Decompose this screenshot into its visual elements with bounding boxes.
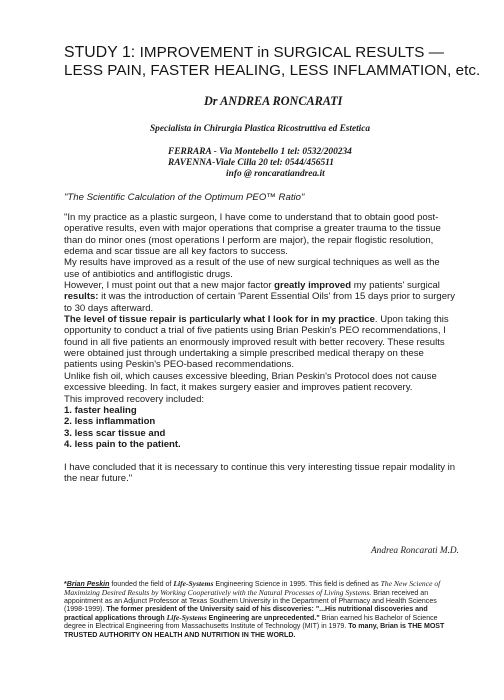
- body-paragraph-4: [64, 314, 456, 371]
- footnote-name: Brian Peskin: [66, 581, 110, 588]
- list-item: 3. less scar tissue and: [64, 427, 166, 439]
- list-item: 4. less pain to the patient.: [64, 438, 181, 450]
- footnote: [64, 580, 456, 640]
- body-paragraph-1: "In my practice as a plastic surgeon, I have come to understand that to obtain good post-operative results, even with major operations that comprise a greater trauma to the tissue than do minor ones (most operations I perform are major), the repair flogistic resolution, edema and scar tissue are all key factors to success.: [64, 212, 441, 258]
- title-line-1: [64, 44, 484, 62]
- footnote-life-systems: Life-Systems: [173, 579, 214, 588]
- footnote-closing-claim: To many, Brian is THE MOST TRUSTED AUTHORITY ON HEALTH AND NUTRITION IN THE WORLD.: [64, 623, 445, 639]
- footnote-text-1: founded the field of: [109, 581, 174, 588]
- footnote-text-2: Engineering Science in 1995. This field is defined as: [213, 581, 381, 588]
- body-paragraph-2: My results have improved as a result of the use of new surgical techniques as well as the use of antibiotics and antiflogistic drugs.: [64, 257, 440, 280]
- footnote-quote-life-systems: Life-Systems: [166, 613, 207, 623]
- paragraph-spacer: [64, 450, 456, 461]
- body-paragraph-3: [64, 280, 456, 314]
- page-title: [64, 44, 484, 80]
- p3-bold-results: results:: [64, 291, 99, 303]
- p3-bold-greatly-improved: greatly improved: [274, 280, 352, 292]
- list-item: 1. faster healing: [64, 404, 137, 416]
- title-line-2: LESS PAIN, FASTER HEALING, LESS INFLAMMATION, etc.: [64, 62, 481, 79]
- body-paragraph-6: This improved recovery included:: [64, 393, 205, 405]
- title-line-1-text: IMPROVEMENT in SURGICAL RESULTS —: [139, 44, 444, 61]
- list-item: 2. less inflammation: [64, 416, 156, 428]
- contact-ferrara: FERRARA - Via Montebello 1 tel: 0532/200234: [168, 147, 352, 157]
- signature: Andrea Roncarati M.D.: [371, 546, 459, 556]
- body-paragraph-5: Unlike fish oil, which causes excessive bleeding, Brian Peskin's Protocol does not cause excessive bleeding. In fact, it makes surgery easier and improves patient recovery.: [64, 370, 437, 394]
- p3-text-c: my patients' surgical: [351, 280, 440, 292]
- footnote-quote-1: The former president of the University said of his discoveries: "...His nutritional discoveries and practical applications through: [64, 606, 428, 623]
- footnote-quote-2: Engineering are unprecedented.": [206, 615, 320, 623]
- title-study-label: STUDY 1:: [64, 44, 140, 61]
- p3-text-a: However, I must point out that a new major factor: [64, 280, 275, 292]
- footnote-text-3: Brian received an appointment as an Adjunct Professor at Texas Southern University in the Department of Pharmacy and Health Sciences (1998-1999).: [64, 590, 437, 614]
- article-subtitle: "The Scientific Calculation of the Optimum PEO™ Ratio": [64, 192, 305, 203]
- author-name: Dr ANDREA RONCARATI: [204, 94, 343, 108]
- p4-bold-lead: The level of tissue repair is particularly what I look for in my practice: [64, 314, 375, 326]
- p4-text: . Upon taking this opportunity to conduct a trial of five patients using Brian Peskin's PEO recommendations, I found in all five patients an enormously improved result with better recovery. These results were obtained just through undertaking a simple prescribed medical therapy on these patients using Peskin's PEO-based recommendations.: [64, 314, 449, 371]
- author-specialty: Specialista in Chirurgia Plastica Ricostruttiva ed Estetica: [150, 124, 371, 134]
- contact-ravenna: RAVENNA-Viale Cilla 20 tel: 0544/456511: [168, 158, 334, 169]
- footnote-asterisk: *: [64, 581, 67, 588]
- contact-email: info @ roncaratiandrea.it: [226, 169, 325, 180]
- footnote-text-4: Brian earned his Bachelor of Science degree in Electrical Engineering from Massachusetts Institute of Technology (MIT) in 1979.: [64, 615, 438, 631]
- body-conclusion: I have concluded that it is necessary to continue this very interesting tissue repair modality in the near future.": [64, 461, 456, 484]
- article-body: [64, 212, 456, 484]
- recovery-list: [64, 405, 456, 450]
- author-contact: [168, 147, 488, 181]
- footnote-definition: The New Science of Maximizing Desired Results by Working Cooperatively with the Natural Processes of Living Systems.: [64, 579, 441, 598]
- p3-text-e: it was the introduction of certain 'Parent Essential Oils' from 15 days prior to surgery to 30 days afterward.: [64, 291, 456, 314]
